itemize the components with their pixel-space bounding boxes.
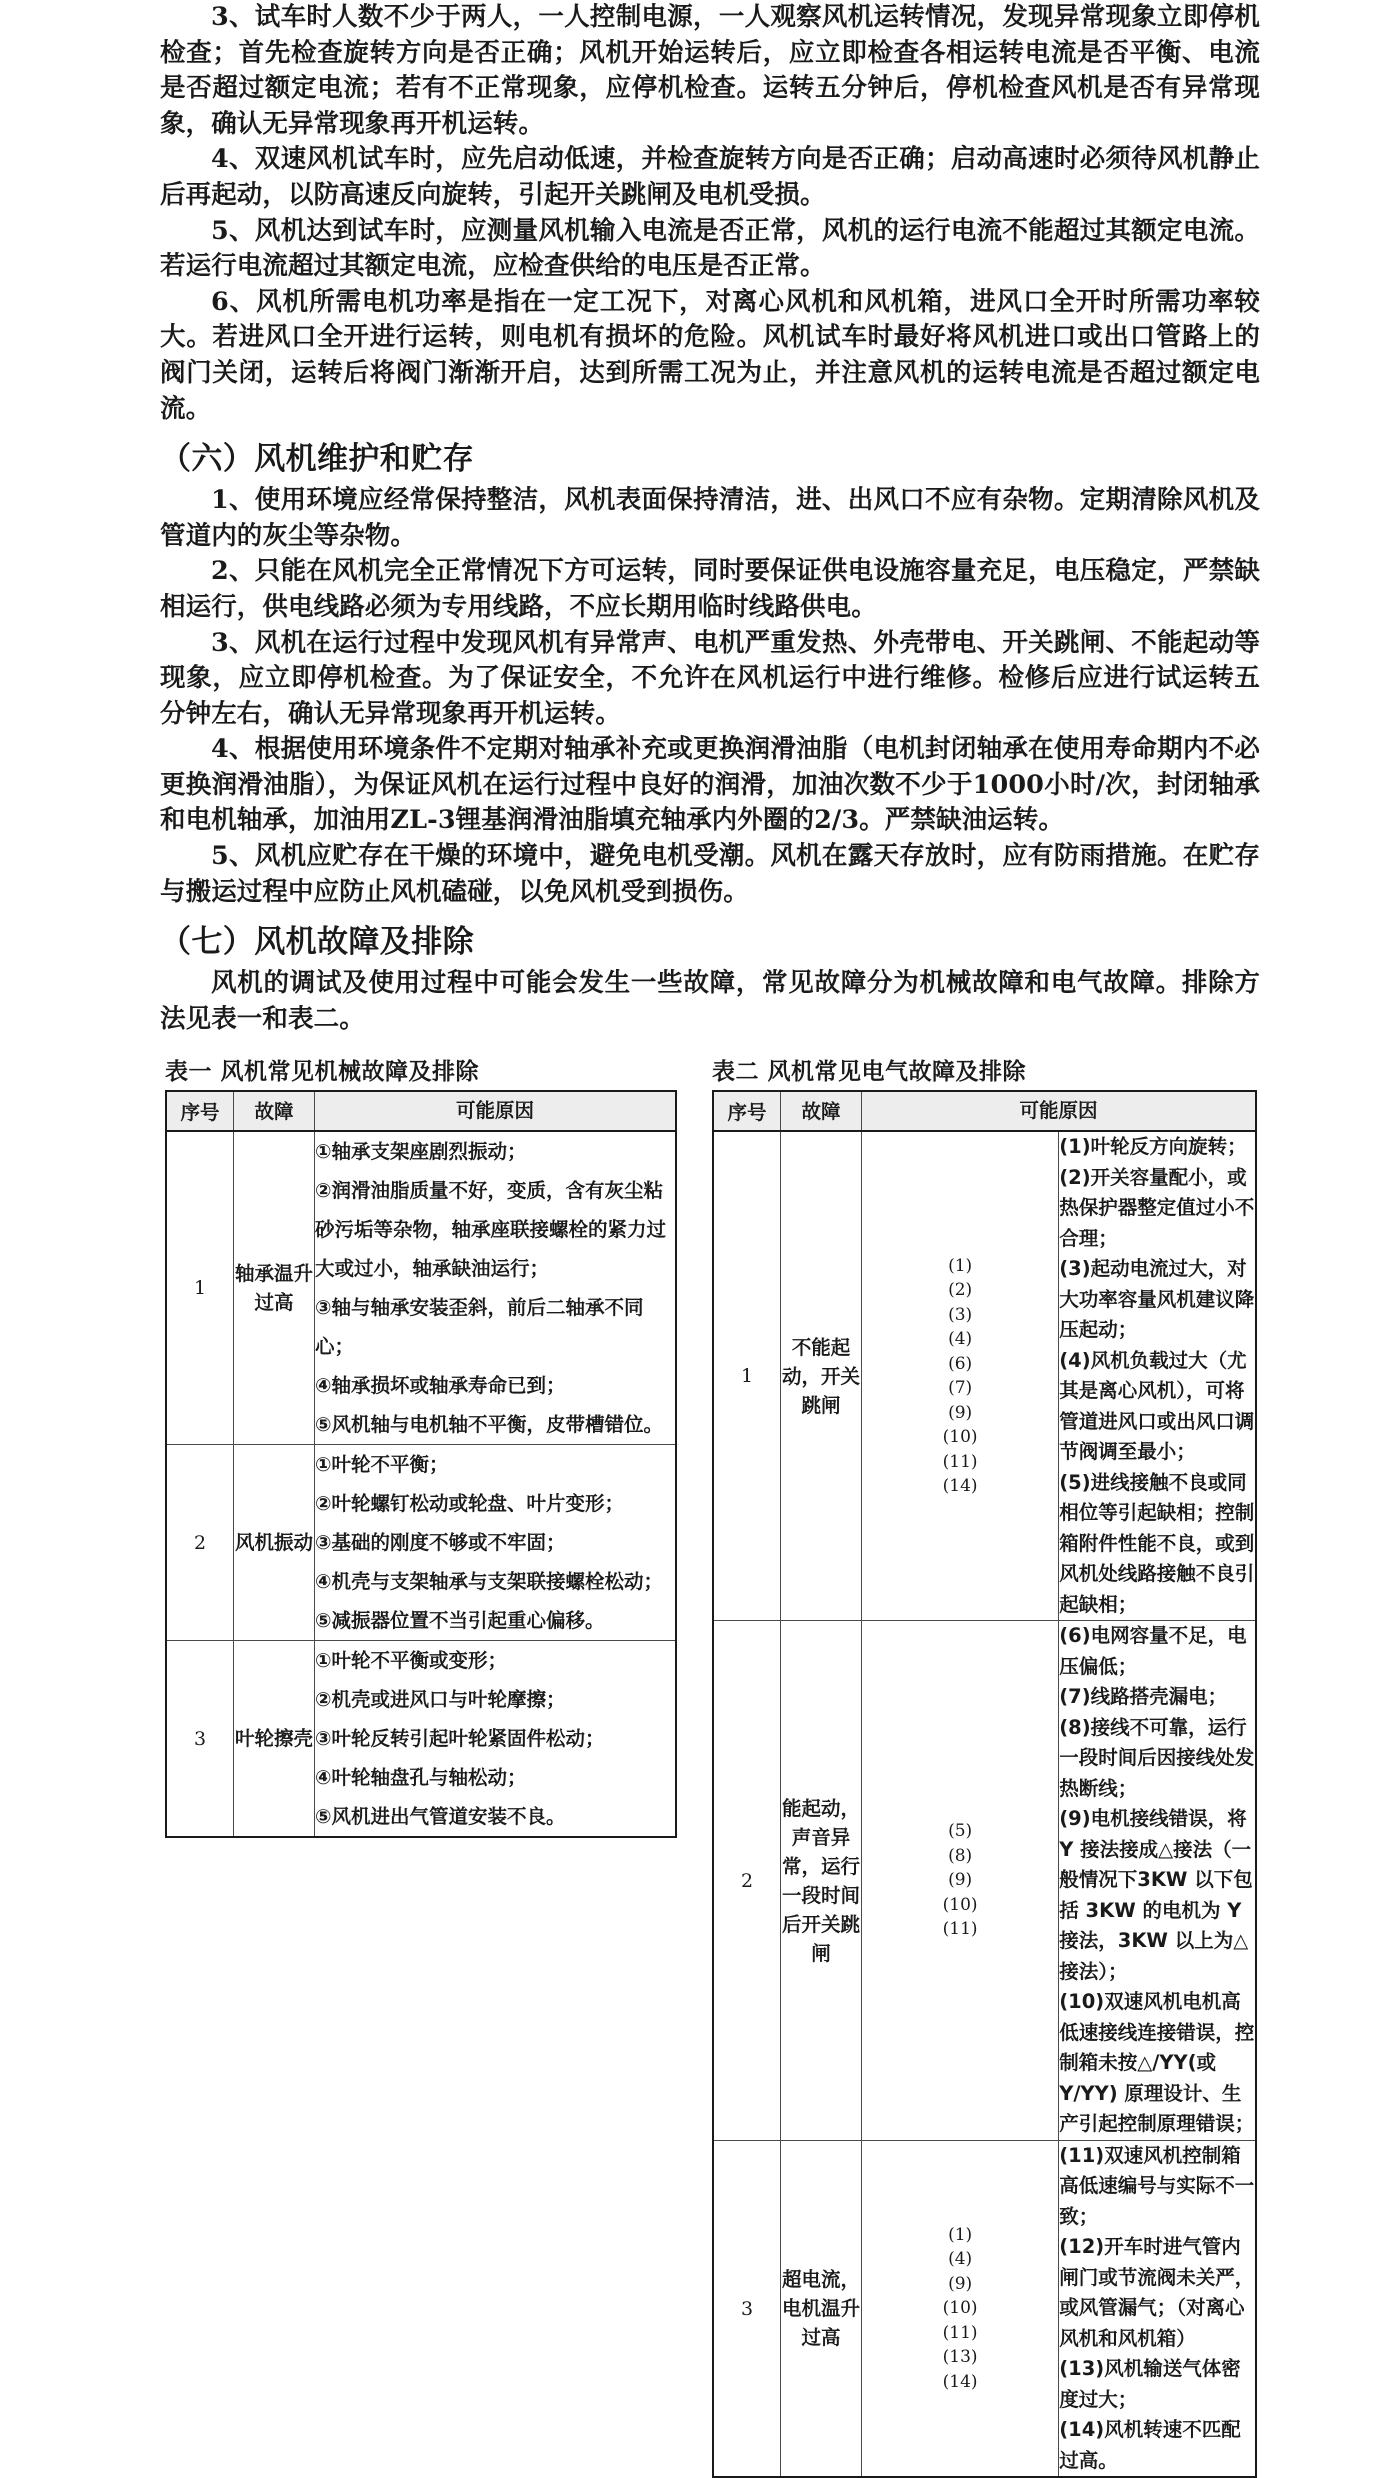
paragraph-3: 3、试车时人数不少于两人，一人控制电源，一人观察风机运转情况，发现异常现象立即停机检查；首先检查旋转方向是否正确；风机开始运转后，应立即检查各相运转电流是否平衡、电流是否超过额定电流；若有不正常现象，应停机检查。运转五分钟后，停机检查风机是否有异常现象，确认无异常现象再开机运转。	[160, 2, 1260, 139]
table-two	[712, 1090, 1257, 2478]
section-six-paragraph-4: 4、根据使用环境条件不定期对轴承补充或更换润滑油脂（电机封闭轴承在使用寿命期内不必更换润滑油脂），为保证风机在运行过程中良好的润滑，加油次数不少于1000小时/次，封闭轴承和电机轴承，加油用ZL-3锂基润滑油脂填充轴承内外圈的2/3。严禁缺油运转。	[160, 734, 1260, 836]
table-one-header-row	[166, 1091, 676, 1131]
number-item: (6)	[948, 1353, 973, 1374]
number-item: (10)	[942, 1894, 978, 1915]
number-item: (10)	[942, 2298, 978, 2319]
reason-item: (1)叶轮反方向旋转；	[1059, 1135, 1247, 1159]
number-item: (2)	[948, 1280, 973, 1301]
table-row	[166, 1641, 676, 1838]
table-two-caption: 表二 风机常见电气故障及排除	[712, 1059, 1027, 1086]
section-six-paragraph-3: 3、风机在运行过程中发现风机有异常声、电机严重发热、外壳带电、开关跳闸、不能起动等现象，应立即停机检查。为了保证安全，不允许在风机运行中进行维修。检修后应进行试运转五分钟左右，确认无异常现象再开机运转。	[160, 627, 1260, 729]
fault-tables-container	[160, 1053, 1260, 2478]
table-one-row3-reasons	[315, 1641, 677, 1838]
reason-item: ④轴承损坏或轴承寿命已到；	[315, 1374, 566, 1398]
reason-item: (14)风机转速不匹配过高。	[1059, 2418, 1241, 2472]
reason-item: ②机壳或进风口与叶轮摩擦；	[315, 1688, 566, 1712]
table-two-header-fault: 故障	[781, 1091, 862, 1131]
reason-item: ③基础的刚度不够或不牢固；	[315, 1531, 566, 1555]
number-item: (10)	[942, 1427, 978, 1448]
table-two-row2-reasons	[1059, 1621, 1256, 2141]
number-item: (1)	[948, 2224, 973, 2245]
table-two-row3-no: 3	[713, 2140, 781, 2477]
paragraph-6: 6、风机所需电机功率是指在一定工况下，对离心风机和风机箱，进风口全开时所需功率较大。若进风口全开进行运转，则电机有损坏的危险。风机试车时最好将风机进口或出口管路上的阀门关闭，运转后将阀门渐渐开启，达到所需工况为止，并注意风机的运转电流是否超过额定电流。	[160, 286, 1260, 424]
table-one-header-no: 序号	[166, 1091, 234, 1131]
number-item: (7)	[948, 1378, 973, 1399]
reason-item: ③叶轮反转引起叶轮紧固件松动；	[315, 1727, 605, 1751]
number-item: (11)	[942, 2322, 978, 2343]
reason-item: (4)风机负载过大（尤其是离心风机），可将管道进风口或出风口调节阀调至最小；	[1059, 1348, 1255, 1464]
number-item: (13)	[942, 2347, 978, 2368]
table-one-row2-no: 2	[166, 1445, 234, 1641]
table-row	[713, 1131, 1256, 1621]
table-two-row1-no: 1	[713, 1131, 781, 1621]
reason-item: (6)电网容量不足，电压偏低；	[1059, 1624, 1247, 1678]
number-item: (11)	[942, 1919, 978, 1940]
section-heading-six: （六）风机维护和贮存	[160, 441, 474, 478]
reason-item: (7)线路搭壳漏电；	[1059, 1685, 1228, 1709]
reason-item: (10)双速风机电机高低速接线连接错误，控制箱未按△/YY(或 Y/YY) 原理设计、生产引起控制原理错误；	[1059, 1990, 1255, 2136]
table-two-row2-no: 2	[713, 1621, 781, 2141]
number-item: (14)	[942, 1476, 978, 1497]
table-one-row1-no: 1	[166, 1131, 234, 1445]
table-one-caption: 表一 风机常见机械故障及排除	[165, 1059, 480, 1086]
table-one-row3-fault: 叶轮擦壳	[234, 1641, 315, 1838]
section-six-paragraph-1: 1、使用环境应经常保持整洁，风机表面保持清洁，进、出风口不应有杂物。定期清除风机及管道内的灰尘等杂物。	[160, 485, 1260, 551]
table-one-header-reason: 可能原因	[315, 1091, 677, 1131]
reason-item: (12)开车时进气管内闸门或节流阀未关严，或风管漏气；（对离心风机和风机箱）	[1059, 2235, 1255, 2350]
reason-item: (11)双速风机控制箱高低速编号与实际不一致；	[1059, 2143, 1255, 2228]
table-row	[166, 1445, 676, 1641]
section-heading-seven: （七）风机故障及排除	[160, 924, 474, 961]
table-two-row2-numbers	[862, 1621, 1059, 2141]
number-item: (3)	[948, 1304, 973, 1325]
table-row	[713, 1621, 1256, 2141]
table-one-row1-fault: 轴承温升过高	[234, 1131, 315, 1445]
number-item: (14)	[942, 2371, 978, 2392]
reason-item: ④叶轮轴盘孔与轴松动；	[315, 1766, 527, 1790]
table-one-row2-reasons	[315, 1445, 677, 1641]
table-one-row2-fault: 风机振动	[234, 1445, 315, 1641]
table-two-header-no: 序号	[713, 1091, 781, 1131]
table-two-header-reason: 可能原因	[862, 1091, 1257, 1131]
table-two-row2-fault: 能起动，声音异常，运行一段时间后开关跳闸	[781, 1621, 862, 2141]
number-item: (4)	[948, 1329, 973, 1350]
table-two-row1-numbers	[862, 1131, 1059, 1621]
number-item: (11)	[942, 1451, 978, 1472]
reason-item: ⑤风机进出气管道安装不良。	[315, 1805, 566, 1829]
number-item: (1)	[948, 1255, 973, 1276]
reason-item: (2)开关容量配小，或热保护器整定值过小不合理；	[1059, 1165, 1255, 1250]
reason-item: (9)电机接线错误，将 Y 接法接成△接法（一般情况下3KW 以下包括 3KW 的电机为 Y 接法，3KW 以上为△接法）；	[1059, 1807, 1253, 1983]
reason-item: (3)起动电流过大，对大功率容量风机建议降压起动；	[1059, 1257, 1255, 1342]
reason-item: ①叶轮不平衡；	[315, 1453, 449, 1477]
reason-item: (13)风机输送气体密度过大；	[1059, 2357, 1241, 2411]
number-item: (8)	[948, 1845, 973, 1866]
table-one-row1-reasons	[315, 1131, 677, 1445]
number-item: (5)	[948, 1821, 973, 1842]
reason-item: ②叶轮螺钉松动或轮盘、叶片变形；	[315, 1492, 625, 1516]
reason-item: ②润滑油脂质量不好，变质，含有灰尘粘砂污垢等杂物，轴承座联接螺栓的紧力过大或过小，轴承缺油运行；	[315, 1179, 667, 1281]
paragraph-5: 5、风机达到试车时，应测量风机输入电流是否正常，风机的运行电流不能超过其额定电流。若运行电流超过其额定电流，应检查供给的电压是否正常。	[160, 215, 1260, 282]
table-row	[713, 2140, 1256, 2477]
number-item: (9)	[948, 1402, 973, 1423]
reason-item: ④机壳与支架轴承与支架联接螺栓松动；	[315, 1570, 664, 1594]
paragraph-4: 4、双速风机试车时，应先启动低速，并检查旋转方向是否正确；启动高速时必须待风机静止后再起动，以防高速反向旋转，引起开关跳闸及电机受损。	[160, 144, 1260, 210]
table-two-row3-reasons	[1059, 2140, 1256, 2477]
section-six-paragraph-2: 2、只能在风机完全正常情况下方可运转，同时要保证供电设施容量充足，电压稳定，严禁缺相运行，供电线路必须为专用线路，不应长期用临时线路供电。	[160, 556, 1260, 622]
table-row	[166, 1131, 676, 1445]
reason-item: (5)进线接触不良或同相位等引起缺相；控制箱附件性能不良，或到风机处线路接触不良引起缺相；	[1059, 1470, 1255, 1616]
reason-item: ⑤减振器位置不当引起重心偏移。	[315, 1609, 605, 1633]
reason-item: ③轴与轴承安装歪斜，前后二轴承不同心；	[315, 1296, 644, 1359]
table-two-row1-fault: 不能起动，开关跳闸	[781, 1131, 862, 1621]
table-two-row3-numbers	[862, 2140, 1059, 2477]
number-item: (9)	[948, 1870, 973, 1891]
table-one-row3-no: 3	[166, 1641, 234, 1838]
reason-item: ①叶轮不平衡或变形；	[315, 1649, 508, 1673]
table-two-row1-reasons	[1059, 1131, 1256, 1621]
section-seven-intro: 风机的调试及使用过程中可能会发生一些故障，常见故障分为机械故障和电气故障。排除方法见表一和表二。	[160, 968, 1260, 1034]
reason-item: ⑤风机轴与电机轴不平衡，皮带槽错位。	[315, 1413, 664, 1437]
table-one	[165, 1090, 677, 1838]
reason-item: ①轴承支架座剧烈振动；	[315, 1140, 527, 1164]
table-one-header-fault: 故障	[234, 1091, 315, 1131]
table-two-row3-fault: 超电流，电机温升过高	[781, 2140, 862, 2477]
table-two-block	[712, 1053, 1257, 2478]
reason-item: (8)接线不可靠，运行一段时间后因接线处发热断线；	[1059, 1715, 1255, 1800]
table-one-block	[165, 1053, 677, 2478]
number-item: (4)	[948, 2249, 973, 2270]
section-six-paragraph-5: 5、风机应贮存在干燥的环境中，避免电机受潮。风机在露天存放时，应有防雨措施。在贮存与搬运过程中应防止风机磕碰，以免风机受到损伤。	[160, 841, 1260, 907]
table-two-header-row	[713, 1091, 1256, 1131]
number-item: (9)	[948, 2273, 973, 2294]
